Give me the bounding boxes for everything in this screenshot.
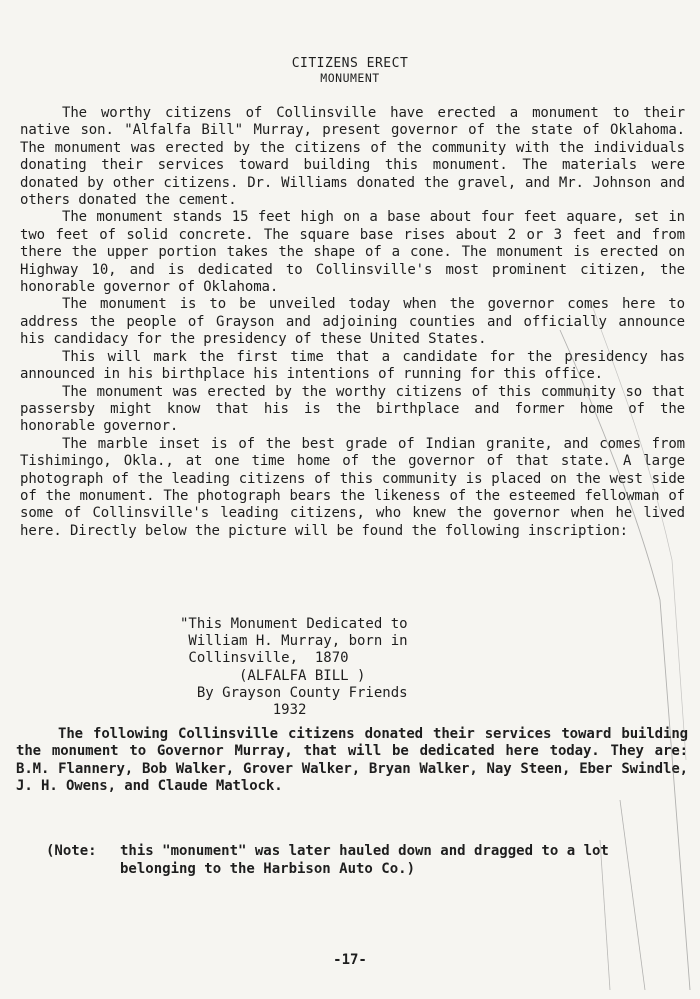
note-text: this "monument" was later hauled down and dragged to a lot belonging to the Harbison Auto Co.) [120,843,609,877]
paragraph-5: The monument was erected by the worthy citizens of this community so that passersby might know that his is the birthplace and former home of the honorable governor. [20,383,685,435]
paragraph-3: The monument is to be unveiled today when the governor comes here to address the people of Grayson and adjoining counties and officially announce his candidacy for the presidency of these United States. [20,296,685,348]
inscription-line: "This Monument Dedicated to [180,616,408,632]
inscription-line: (ALFALFA BILL ) [180,667,366,684]
paragraph-2: The monument stands 15 feet high on a base about four feet aquare, set in two feet of solid concrete. The square base rises about 2 or 3 feet and from there the upper portion takes the shape of a cone. The monument is erected on Highway 10, and is dedicated to Collinsville's most prominent citizen, the honorable governor of Oklahoma. [20,209,685,296]
paragraph-1: The worthy citizens of Collinsville have erected a monument to their native son. "Alfalfa Bill" Murray, present governor of the state of Oklahoma. The monument was erected by the citizens of the community with the individuals donating their services toward building this monument. The materials were donated by other citizens. Dr. Williams donated the gravel, and Mr. Johnson and others donated the cement. [20,105,685,209]
paragraph-4: This will mark the first time that a candidate for the presidency has announced in his birthplace his intentions of running for this office. [20,348,685,383]
donors-section [16,726,688,796]
title-line-1: CITIZENS ERECT [291,56,409,71]
monument-inscription [180,616,470,719]
article-body [20,105,685,540]
note-label: (Note: [46,843,97,859]
inscription-line: Collinsville, 1870 [180,650,349,667]
inscription-line: By Grayson County Friends [180,684,408,701]
inscription-line: William H. Murray, born in [180,633,408,650]
page-number: -17- [333,952,367,968]
inscription-line: 1932 [180,702,307,719]
paragraph-6: The marble inset is of the best grade of Indian granite, and comes from Tishimingo, Okla., at one time home of the governor of that state. A large photograph of the leading citizens of this community is placed on the west side of the monument. The photograph bears the likeness of the esteemed fellowman of some of Collinsville's leading citizens, who knew the governor when he lived here. Directly below the picture will be found the following inscription: [20,435,685,539]
donors-paragraph: The following Collinsville citizens donated their services toward building the monument to Governor Murray, that will be dedicated here today. They are: B.M. Flannery, Bob Walker, Grover Walker, Bryan Walker, Nay Steen, Eber Swindle, J. H. Owens, and Claude Matlock. [16,726,688,795]
title-line-2: MONUMENT [320,71,380,85]
editor-note [46,843,646,878]
